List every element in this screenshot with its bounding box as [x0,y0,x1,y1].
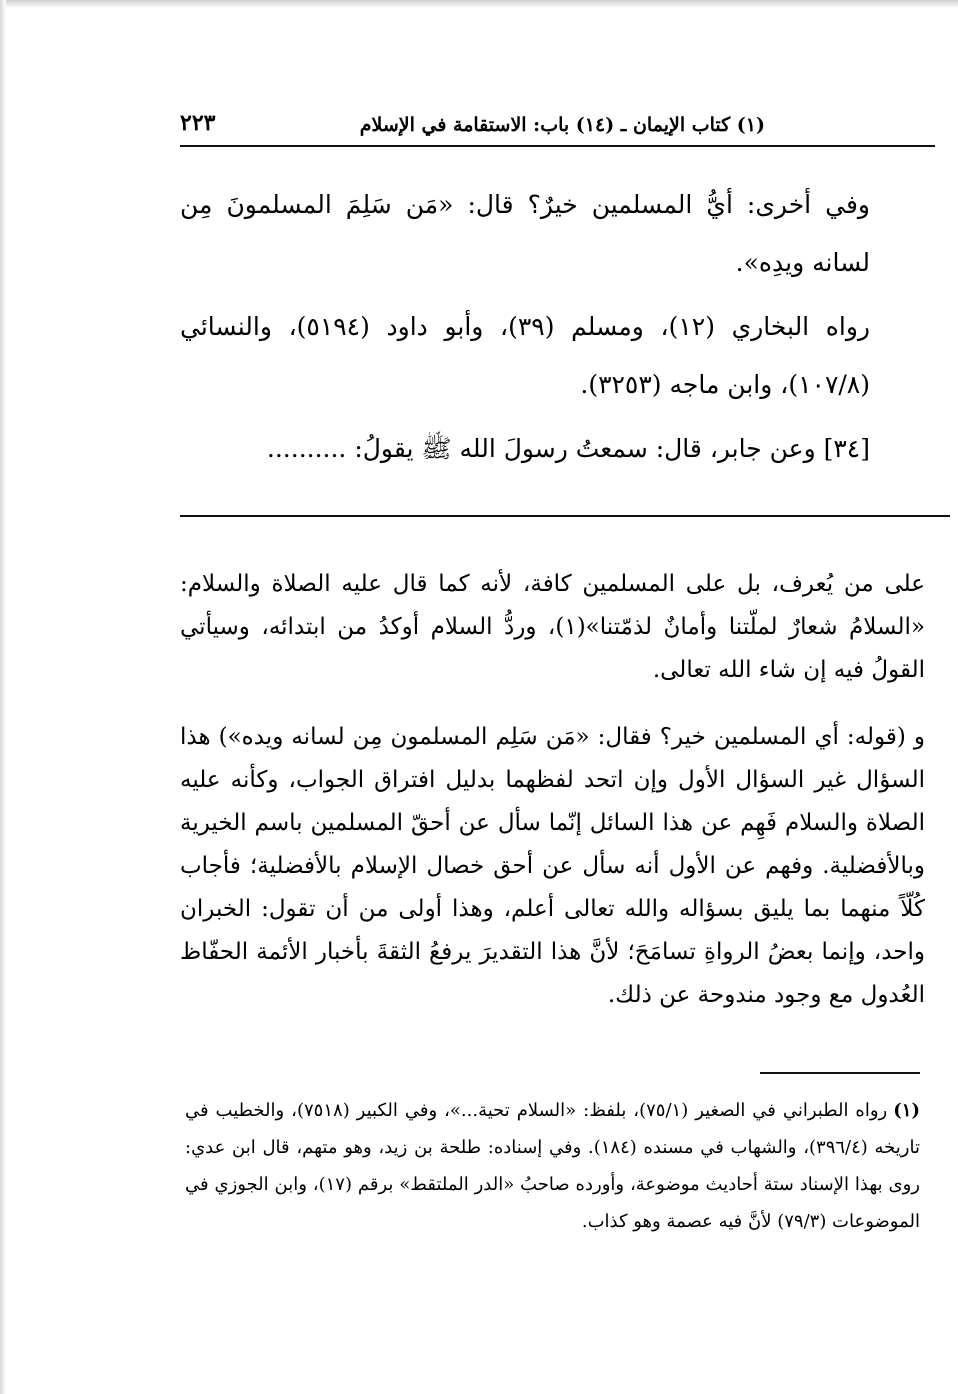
footnote-divider [760,1072,920,1074]
scan-shadow-top [0,0,958,8]
scan-shadow-left [0,0,6,1394]
footnote-number: (١) [893,1100,920,1121]
next-hadith-text: [٣٤] وعن جابر، قال: سمعتُ رسولَ الله ﷺ يقولُ: .......... [266,434,870,463]
main-divider [180,515,950,517]
hadith-text: وفي أخرى: أيُّ المسلمين خيرٌ؟ قال: «مَن سَلِمَ المسلمونَ مِن لسانه ويدِه». [180,190,870,277]
running-header [180,108,935,144]
commentary-paragraph-2: و (قوله: أي المسلمين خير؟ فقال: «مَن سَلِم المسلمون مِن لسانه ويده») هذا السؤال غير السؤال الأول وإن اتحد لفظهما بدليل افتراق الجواب، وكأنه عليه الصلاة والسلام فَهِم عن هذا السائل إنّما سأل عن أحقّ المسلمين باسم الخيرية وبالأفضلية. وفهم عن الأول أنه سأل عن أحق خصال الإسلام بالأفضلية؛ فأجاب كُلّاً منهما بما يليق بسؤاله والله تعالى أعلم، وهذا أولى من أن تقول: الخبران واحد، وإنما بعضُ الرواةِ تسامَحَ؛ لأنَّ هذا التقديرَ يرفعُ الثقةَ بأخبار الأئمة الحفّاظ العُدول مع وجود مندوحة عن ذلك. [180,724,925,1008]
header-divider [180,145,935,147]
takhrij-text: رواه البخاري (١٢)، ومسلم (٣٩)، وأبو داود (٥١٩٤)، والنسائي (١٠٧/٨)، وابن ماجه (٣٢٥٣). [180,312,870,399]
commentary-paragraph-1: على من يُعرف، بل على المسلمين كافة، لأنه كما قال عليه الصلاة والسلام: «السلامُ شعارٌ لملّتنا وأمانٌ لذمّتنا»(١)، وردُّ السلام أوكدُ من ابتدائه، وسيأتي القولُ فيه إن شاء الله تعالى. [180,571,925,683]
header-title: (١) كتاب الإيمان ـ (١٤) باب: الاستقامة في الإسلام [359,114,765,136]
page-number: ٢٢٣ [180,110,216,136]
footnote [185,1092,920,1240]
footnote-text: رواه الطبراني في الصغير (٧٥/١)، بلفظ: «السلام تحية...»، وفي الكبير (٧٥١٨)، والخطيب في تاريخه (٣٩٦/٤)، والشهاب في مسنده (١٨٤). وفي إسناده: طلحة بن زيد، وهو متهم، قال ابن عدي: روى بهذا الإسناد ستة أحاديث موضوعة، وأورده صاحبُ «الدر الملتقط» برقم (١٧)، وابن الجوزي في الموضوعات (٧٩/٣) لأنَّ فيه عصمة وهو كذاب. [185,1100,920,1232]
